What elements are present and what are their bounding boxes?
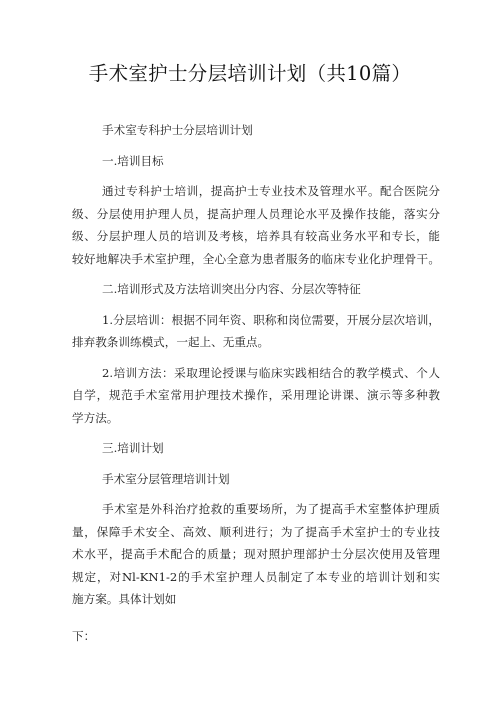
- section-heading-goals: 一.培训目标: [102, 153, 164, 168]
- paragraph-line: 下：: [72, 628, 96, 643]
- paragraph-line: 排弃教条训练模式，一起上、无重点。: [72, 335, 270, 349]
- document-title: 手术室护士分层培训计划（共10篇）: [88, 62, 412, 85]
- section-heading-plan: 三.培训计划: [102, 441, 164, 455]
- paragraph-line: 级、分层护理人员的培训及考核，培养具有较高业务水平和专长，能: [72, 229, 440, 243]
- paragraph-line: 学方法。: [72, 410, 119, 425]
- paragraph-line: 量，保障手术安全、高效、顺利进行；为了提高手术室护士的专业技: [72, 524, 440, 539]
- paragraph-line: 级、分层使用护理人员，提高护理人员理论水平及操作技能，落实分: [72, 206, 440, 221]
- paragraph-line: 通过专科护士培训，提高护士专业技术及管理水平。配合医院分: [102, 184, 440, 198]
- paragraph-line: 手术室是外科治疗抢救的重要场所，为了提高手术室整体护理质: [102, 502, 440, 516]
- paragraph-heading-specialist-plan: 手术室专科护士分层培训计划: [102, 123, 253, 137]
- document-body: [72, 119, 440, 647]
- paragraph-heading-management-plan: 手术室分层管理培训计划: [102, 471, 230, 486]
- paragraph-line: 术水平，提高手术配合的质量；现对照护理部护士分层次使用及管理: [72, 547, 440, 561]
- paragraph-line: 施方案。具体计划如: [72, 592, 177, 606]
- paragraph-line: 2.培训方法：采取理论授课与临床实践相结合的教学模式、个人: [102, 365, 440, 380]
- paragraph-line: 较好地解决手术室护理，全心全意为患者服务的临床专业化护理骨干。: [72, 251, 440, 266]
- paragraph-line: 自学，规范手术室常用护理技术操作，采用理论讲课、演示等多种教: [72, 388, 440, 402]
- paragraph-line: 1.分层培训：根据不同年资、职称和岗位需要，开展分层次培训，: [102, 312, 440, 327]
- section-heading-methods: 二.培训形式及方法培训突出分内容、分层次等特征: [102, 282, 361, 296]
- paragraph-line: 规定，对Nl-KN1-2的手术室护理人员制定了本专业的培训计划和实: [72, 569, 440, 584]
